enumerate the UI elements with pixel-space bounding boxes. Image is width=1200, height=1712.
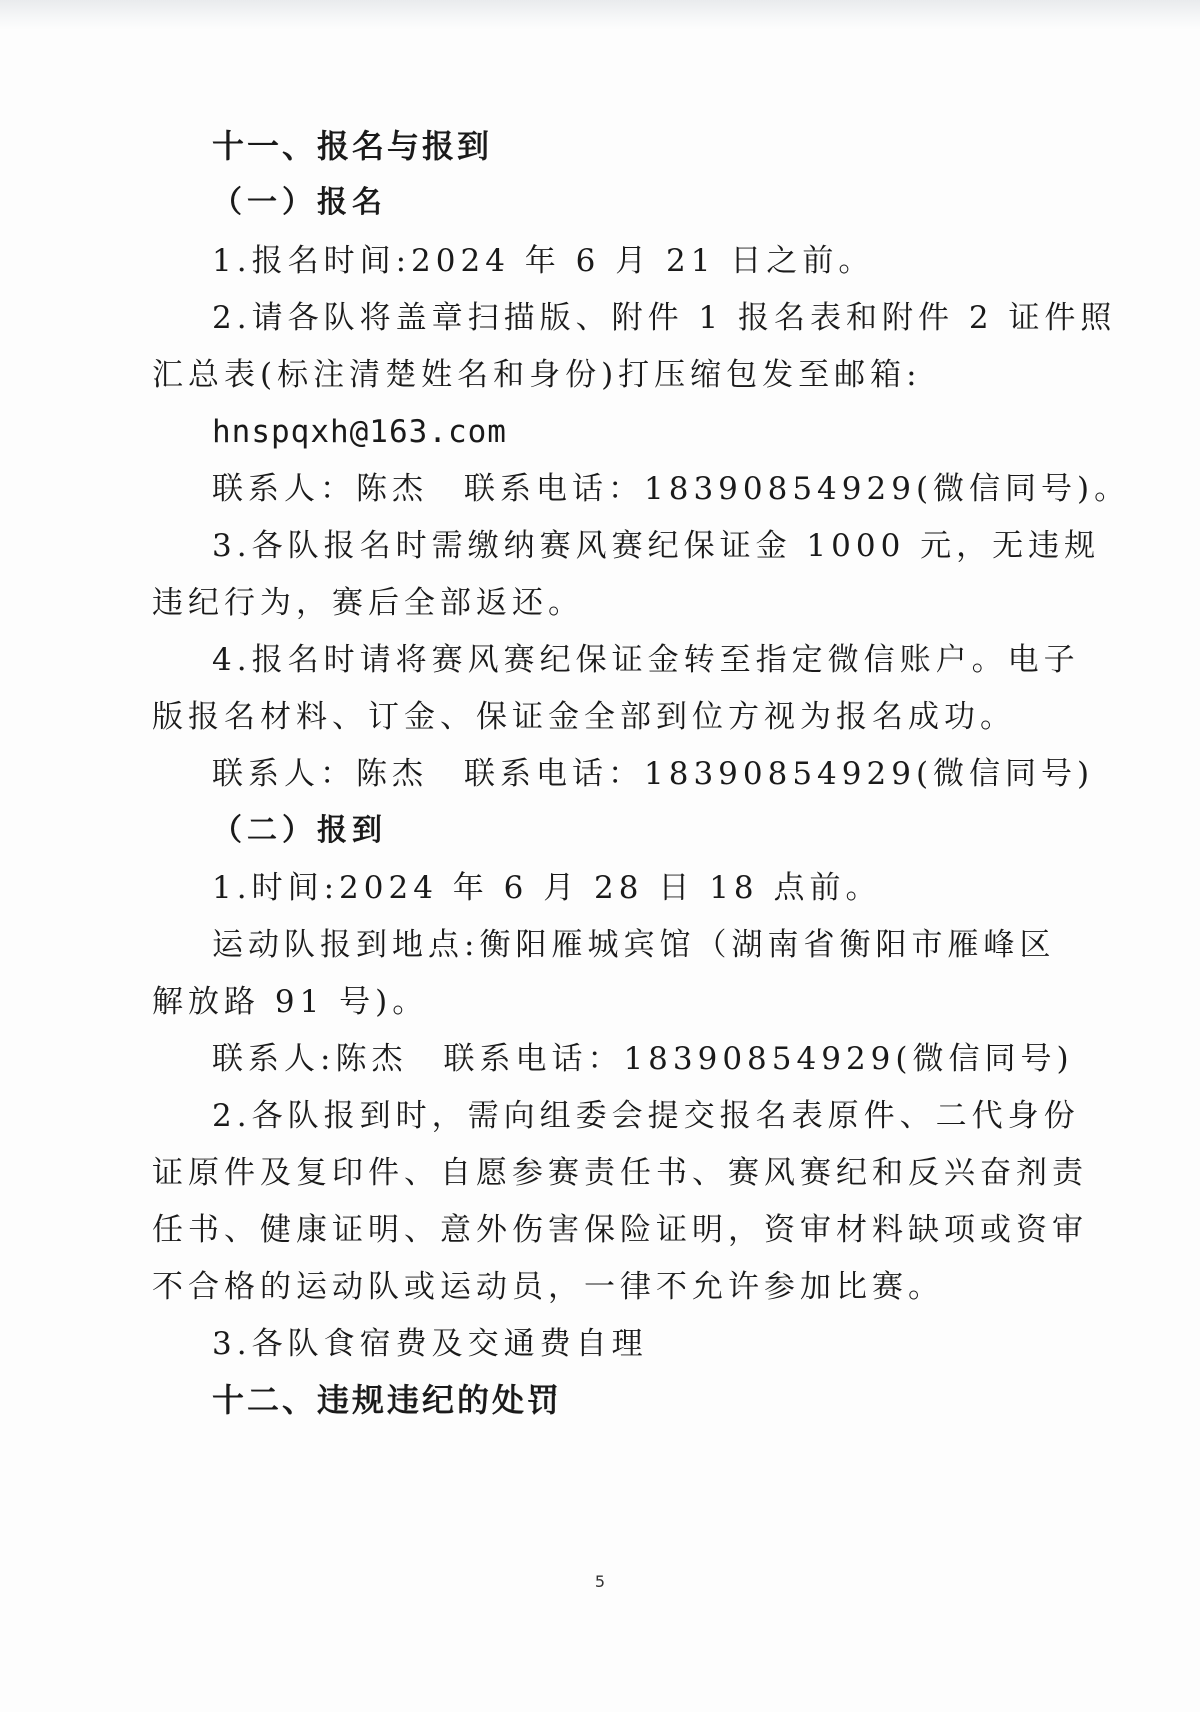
registration-materials-line-1: 2.请各队将盖章扫描版、附件 1 报名表和附件 2 证件照 (212, 300, 1117, 336)
checkin-documents-line-1: 2.各队报到时，需向组委会提交报名表原件、二代身份 (212, 1098, 1080, 1134)
registration-materials-line-2: 汇总表(标注清楚姓名和身份)打压缩包发至邮箱: (152, 357, 922, 393)
checkin-documents-line-2: 证原件及复印件、自愿参赛责任书、赛风赛纪和反兴奋剂责 (152, 1155, 1088, 1191)
section-heading-registration: 十一、报名与报到 (212, 127, 493, 165)
page-number: 5 (594, 1572, 606, 1591)
registration-email: hnspqxh@163.com (212, 414, 507, 450)
registration-contact-repeat: 联系人：陈杰 联系电话：18390854929(微信同号) (212, 756, 1095, 792)
checkin-location-line-1: 运动队报到地点:衡阳雁城宾馆（湖南省衡阳市雁峰区 (212, 927, 1056, 963)
subsection-heading-registration: （一）报名 (212, 185, 387, 220)
checkin-documents-line-3: 任书、健康证明、意外伤害保险证明，资审材料缺项或资审 (152, 1212, 1088, 1248)
deposit-transfer-line-2: 版报名材料、订金、保证金全部到位方视为报名成功。 (152, 699, 1016, 735)
subsection-heading-checkin: （二）报到 (212, 813, 387, 848)
registration-contact: 联系人：陈杰 联系电话：18390854929(微信同号)。 (212, 471, 1131, 507)
checkin-location-line-2: 解放路 91 号)。 (152, 984, 429, 1020)
checkin-fees: 3.各队食宿费及交通费自理 (212, 1326, 648, 1362)
section-heading-penalties: 十二、违规违纪的处罚 (212, 1381, 563, 1419)
checkin-documents-line-4: 不合格的运动队或运动员，一律不允许参加比赛。 (152, 1269, 944, 1305)
checkin-time: 1.时间:2024 年 6 月 28 日 18 点前。 (212, 870, 882, 906)
registration-time: 1.报名时间:2024 年 6 月 21 日之前。 (212, 243, 875, 279)
checkin-contact: 联系人:陈杰 联系电话：18390854929(微信同号) (212, 1041, 1074, 1077)
scan-edge-shading (0, 0, 1200, 30)
deposit-transfer-line-1: 4.报名时请将赛风赛纪保证金转至指定微信账户。电子 (212, 642, 1080, 678)
deposit-line-1: 3.各队报名时需缴纳赛风赛纪保证金 1000 元，无违规 (212, 528, 1101, 564)
deposit-line-2: 违纪行为，赛后全部返还。 (152, 585, 584, 621)
